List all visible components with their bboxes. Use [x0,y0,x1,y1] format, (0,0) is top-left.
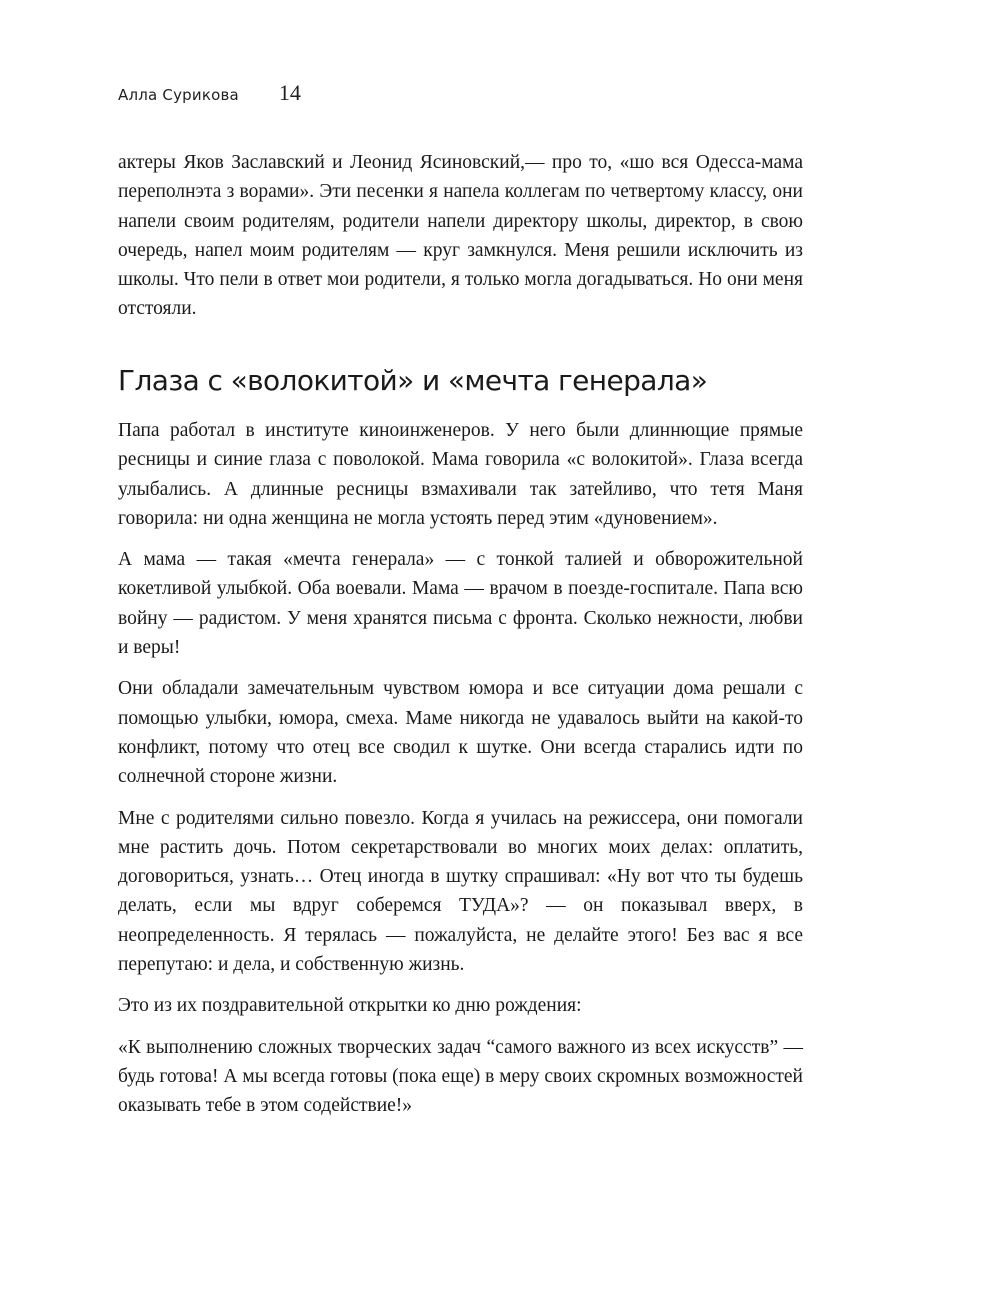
running-header [118,80,301,106]
section-body [118,416,803,1121]
body-paragraph-4: Мне с родителями сильно повезло. Когда я училась на режиссера, они помогали мне растить дочь. Потом секретарствовали во многих моих делах: оплатить, договориться, узнать… Отец иногда в шутку спрашивал: «Ну вот что ты будешь делать, если мы вдруг соберемся ТУДА»? — он показывал вверх, в неопределенность. Я терялась — пожалуйста, не делайте этого! Без вас я все перепутаю: и дела, и собственную жизнь. [118,807,803,976]
page-number: 14 [278,80,301,105]
body-paragraph-3: Они обладали замечательным чувством юмора и все ситуации дома решали с помощью улыбки, юмора, смеха. Маме никогда не удавалось выйти на какой-то конфликт, потому что отец все сводил к шутке. Они всегда старались идти по солнечной стороне жизни. [118,678,803,788]
running-head-author: Алла Сурикова [118,86,239,104]
body-paragraph-1: Папа работал в институте киноинженеров. У него были длиннющие прямые ресницы и синие глаза с поволокой. Мама говорила «с волокитой». Глаза всегда улыбались. А длинные ресницы взмахивали так затейливо, что тетя Маня говорила: ни одна женщина не могла устоять перед этим «дуновением». [118,420,803,529]
body-paragraph-5: Это из их поздравительной открытки ко дню рождения: [118,995,582,1017]
section-heading: Глаза с «волокитой» и «мечта генерала» [118,364,708,397]
body-paragraph-2: А мама — такая «мечта генерала» — с тонкой талией и обворожительной кокетливой улыбкой. Оба воевали. Мама — врачом в поезде-госпитале. Папа всю войну — радистом. У меня хранятся письма с фронта. Сколько нежности, любви и веры! [118,549,803,659]
intro-paragraph: актеры Яков Заславский и Леонид Ясиновский,— про то, «шо вся Одесса-мама переполнэта з ворами». Эти песенки я напела коллегам по четвертому классу, они напели своим родителям, родители напели директору школы, директор, в свою очередь, напел моим родителям — круг замкнулся. Меня решили исключить из школы. Что пели в ответ мои родители, я только могла догадываться. Но они меня отстояли. [118,152,803,320]
intro-text [118,148,803,324]
quote-paragraph: «К выполнению сложных творческих задач “самого важного из всех искусств” — будь готова! А мы всегда готовы (пока еще) в меру своих скромных возможностей оказывать тебе в этом содействие!» [118,1036,803,1117]
